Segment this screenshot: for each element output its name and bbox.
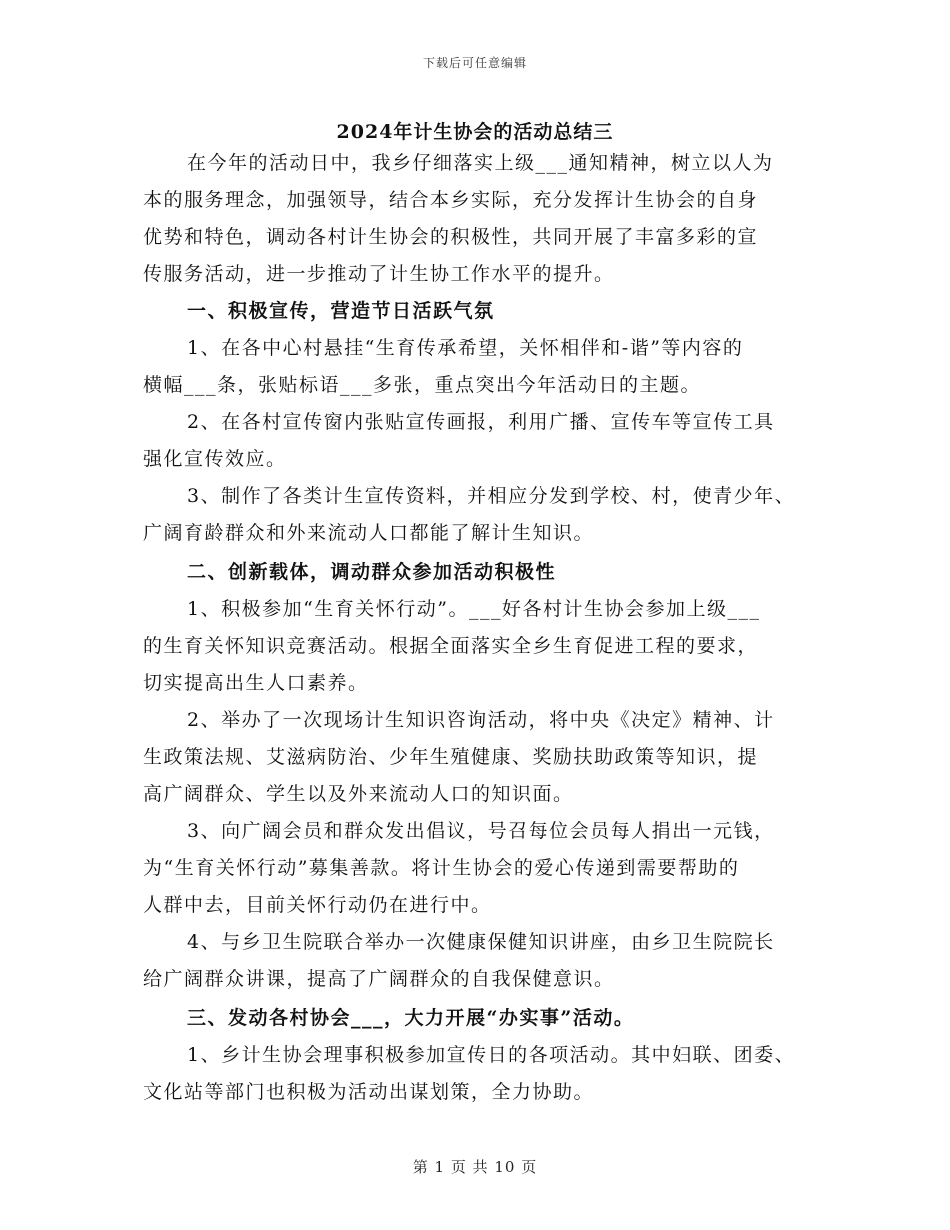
paragraph-line: 文化站等部门也积极为活动出谋划策，全力协助。 — [143, 1081, 595, 1103]
page-header-note: 下载后可任意编辑 — [422, 56, 527, 70]
page-footer-pagination: 第 1 页 共 10 页 — [412, 1158, 538, 1176]
paragraph-line: 4、与乡卫生院联合举办一次健康保健知识讲座，由乡卫生院院长 — [187, 931, 775, 953]
paragraph-line: 为“生育关怀行动”募集善款。将计生协会的爱心传递到需要帮助的 — [143, 857, 740, 879]
paragraph-line: 高广阔群众、学生以及外来流动人口的知识面。 — [143, 783, 574, 805]
paragraph-line: 3、制作了各类计生宣传资料，并相应分发到学校、村，使青少年、 — [187, 485, 796, 507]
paragraph-line: 1、积极参加“生育关怀行动”。___好各村计生协会参加上级___ — [187, 598, 761, 620]
page-title: 2024年计生协会的活动总结三 — [336, 121, 614, 143]
paragraph-line: 生政策法规、艾滋病防治、少年生殖健康、奖励扶助政策等知识，提 — [143, 746, 759, 768]
paragraph-line: 传服务活动，进一步推动了计生协工作水平的提升。 — [143, 263, 615, 285]
paragraph-line: 3、向广阔会员和群众发出倡议，号召每位会员每人捐出一元钱， — [187, 820, 775, 842]
section-heading-1: 一、积极宣传，营造节日活跃气氛 — [187, 300, 495, 322]
paragraph-line: 本的服务理念，加强领导，结合本乡实际，充分发挥计生协会的自身 — [143, 189, 759, 211]
paragraph-line: 横幅___条，张贴标语___多张，重点突出今年活动日的主题。 — [143, 374, 702, 396]
paragraph-line: 1、乡计生协会理事积极参加宣传日的各项活动。其中妇联、团委、 — [187, 1044, 796, 1066]
paragraph-line: 2、举办了一次现场计生知识咨询活动，将中央《决定》精神、计 — [187, 709, 775, 731]
paragraph-line: 强化宣传效应。 — [143, 448, 287, 470]
paragraph-line: 切实提高出生人口素养。 — [143, 672, 369, 694]
paragraph-line: 在今年的活动日中，我乡仔细落实上级___通知精神，树立以人为 — [187, 152, 774, 174]
section-heading-2: 二、创新载体，调动群众参加活动积极性 — [187, 561, 557, 583]
paragraph-line: 优势和特色，调动各村计生协会的积极性，共同开展了丰富多彩的宣 — [143, 226, 759, 248]
paragraph-line: 的生育关怀知识竞赛活动。根据全面落实全乡生育促进工程的要求， — [143, 635, 759, 657]
paragraph-line: 2、在各村宣传窗内张贴宣传画报，利用广播、宣传车等宣传工具 — [187, 411, 775, 433]
paragraph-line: 人群中去，目前关怀行动仍在进行中。 — [143, 894, 492, 916]
section-heading-3: 三、发动各村协会___，大力开展“办实事”活动。 — [187, 1007, 635, 1029]
paragraph-line: 1、在各中心村悬挂“生育传承希望，关怀相伴和-谐”等内容的 — [187, 337, 744, 359]
paragraph-line: 广阔育龄群众和外来流动人口都能了解计生知识。 — [143, 522, 595, 544]
paragraph-line: 给广阔群众讲课，提高了广阔群众的自我保健意识。 — [143, 968, 615, 990]
